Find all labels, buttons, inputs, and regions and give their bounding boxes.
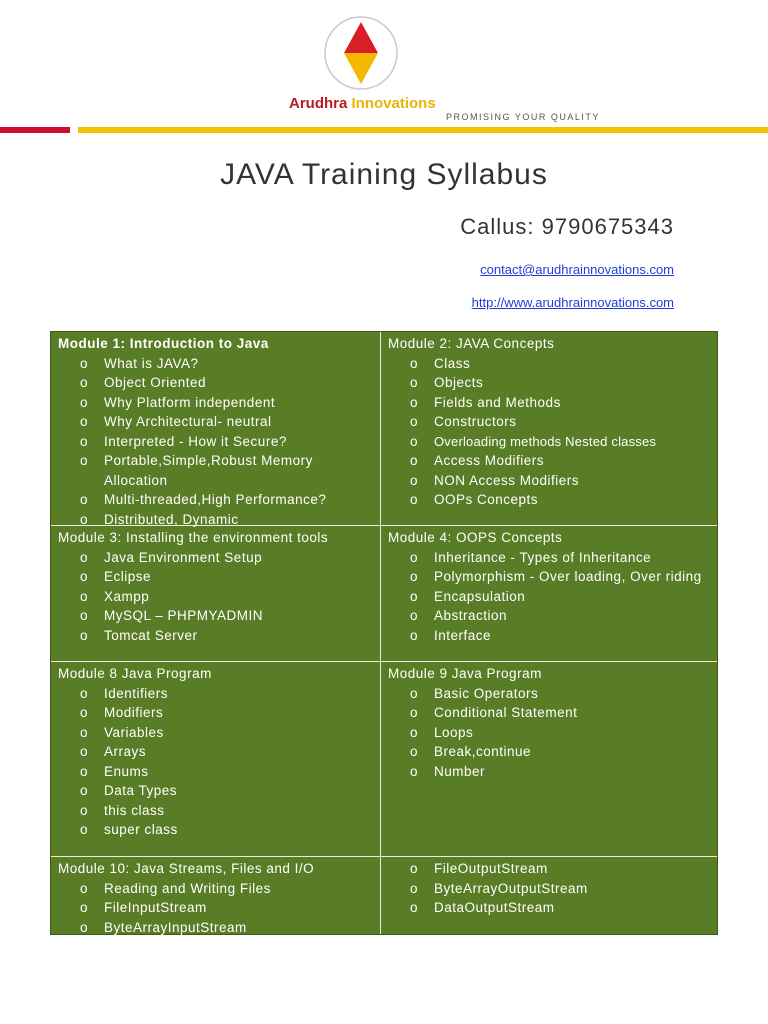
topic-label: ByteArrayInputStream xyxy=(104,919,247,935)
list-item xyxy=(58,432,380,452)
topic-label: Access Modifiers xyxy=(434,453,545,468)
module-cell xyxy=(51,662,380,856)
bullet-icon: o xyxy=(410,900,419,915)
topic-label: Why Platform independent xyxy=(104,394,276,410)
header-divider-gold xyxy=(78,127,768,133)
topic-label: Eclipse xyxy=(104,569,152,584)
module-topic-list xyxy=(388,548,717,646)
bullet-icon: o xyxy=(80,783,89,798)
module-title: Module 4: OOPS Concepts xyxy=(388,530,563,545)
bullet-icon: o xyxy=(80,414,89,429)
topic-label: NON Access Modifiers xyxy=(434,472,580,488)
module-topic-list xyxy=(388,354,717,510)
bullet-icon: o xyxy=(410,685,419,701)
topic-label: FileOutputStream xyxy=(434,861,548,876)
module-title: Module 1: Introduction to Java xyxy=(58,336,269,351)
list-item xyxy=(388,606,717,626)
topic-label: Enums xyxy=(104,763,149,779)
bullet-icon: o xyxy=(80,588,89,604)
bullet-icon: o xyxy=(410,627,419,643)
topic-label: Objects xyxy=(434,375,484,390)
module-topic-list xyxy=(58,879,380,938)
bullet-icon: o xyxy=(80,802,89,818)
list-item xyxy=(388,742,717,762)
topic-label: Modifiers xyxy=(104,705,164,720)
topic-label: Polymorphism - Over loading, Over riding xyxy=(434,569,702,584)
bullet-icon: o xyxy=(80,453,89,468)
topic-label: Fields and Methods xyxy=(434,394,561,410)
bullet-icon: o xyxy=(80,900,89,915)
bullet-icon: o xyxy=(80,763,89,779)
topic-label: Encapsulation xyxy=(434,588,526,604)
bullet-icon: o xyxy=(410,569,419,584)
bullet-icon: o xyxy=(410,414,419,429)
list-item xyxy=(388,703,717,723)
list-item xyxy=(58,684,380,704)
bullet-icon: o xyxy=(80,705,89,720)
list-item xyxy=(58,567,380,587)
list-item xyxy=(58,373,380,393)
list-item xyxy=(388,762,717,782)
topic-label: Variables xyxy=(104,724,164,740)
topic-label: Interface xyxy=(434,627,492,643)
topic-label: Java Environment Setup xyxy=(104,549,263,565)
list-item xyxy=(388,393,717,413)
list-item xyxy=(388,490,717,510)
bullet-icon: o xyxy=(410,724,419,740)
topic-label: Tomcat Server xyxy=(104,627,198,643)
contact-phone: Callus: 9790675343 xyxy=(460,214,674,239)
diamond-logo-icon xyxy=(322,14,400,92)
bullet-icon: o xyxy=(80,549,89,565)
list-item xyxy=(388,898,717,918)
list-item xyxy=(388,471,717,491)
list-item xyxy=(58,742,380,762)
list-item xyxy=(58,918,380,938)
list-item xyxy=(58,412,380,432)
module-title: Module 2: JAVA Concepts xyxy=(388,336,555,351)
brand-name-part2: Innovations xyxy=(351,95,436,112)
topic-label: Number xyxy=(434,763,486,779)
bullet-icon: o xyxy=(80,919,89,935)
bullet-icon: o xyxy=(80,685,89,701)
bullet-icon: o xyxy=(80,744,89,759)
bullet-icon: o xyxy=(80,492,89,507)
module-title: Module 9 Java Program xyxy=(388,666,542,681)
bullet-icon: o xyxy=(410,394,419,410)
list-item xyxy=(388,723,717,743)
bullet-icon: o xyxy=(410,375,419,390)
topic-label: Constructors xyxy=(434,414,517,429)
list-item xyxy=(388,548,717,568)
module-cell xyxy=(381,662,717,856)
topic-label: Reading and Writing Files xyxy=(104,880,271,896)
list-item xyxy=(58,606,380,626)
list-item xyxy=(388,684,717,704)
module-cell xyxy=(51,857,380,934)
list-item xyxy=(58,587,380,607)
topic-label: super class xyxy=(104,822,178,837)
list-item xyxy=(388,567,717,587)
bullet-icon: o xyxy=(410,472,419,488)
module-cell xyxy=(51,332,380,525)
bullet-icon: o xyxy=(410,763,419,779)
topic-label: Inheritance - Types of Inheritance xyxy=(434,549,652,565)
module-cell xyxy=(381,332,717,525)
module-title: Module 8 Java Program xyxy=(58,666,212,681)
topic-label: Break,continue xyxy=(434,744,532,759)
page-title: JAVA Training Syllabus xyxy=(220,158,548,191)
list-item xyxy=(58,548,380,568)
bullet-icon: o xyxy=(80,627,89,643)
module-topic-list xyxy=(58,548,380,646)
list-item xyxy=(388,451,717,471)
brand-name xyxy=(289,95,436,112)
topic-label: DataOutputStream xyxy=(434,900,555,915)
topic-label: Arrays xyxy=(104,744,147,759)
list-item xyxy=(58,801,380,821)
list-item xyxy=(58,781,380,801)
list-item xyxy=(388,626,717,646)
bullet-icon: o xyxy=(80,511,89,527)
list-item xyxy=(58,703,380,723)
topic-label: Multi-threaded,High Performance? xyxy=(104,492,327,507)
brand-name-part1: Arudhra xyxy=(289,95,348,112)
list-item xyxy=(388,879,717,899)
bullet-icon: o xyxy=(80,433,89,449)
topic-label: Overloading methods Nested classes xyxy=(434,433,657,449)
module-topic-list xyxy=(388,859,717,918)
topic-label: FileInputStream xyxy=(104,900,207,915)
list-item xyxy=(58,762,380,782)
list-item xyxy=(58,393,380,413)
header-divider-red xyxy=(0,127,70,133)
list-item xyxy=(388,373,717,393)
bullet-icon: o xyxy=(410,549,419,565)
module-topic-list xyxy=(58,684,380,840)
list-item xyxy=(58,723,380,743)
topic-label: Why Architectural- neutral xyxy=(104,414,272,429)
bullet-icon: o xyxy=(80,394,89,410)
list-item xyxy=(58,451,380,490)
bullet-icon: o xyxy=(80,822,89,837)
module-cell xyxy=(381,857,717,934)
topic-label: OOPs Concepts xyxy=(434,492,539,507)
list-item xyxy=(58,626,380,646)
module-cell xyxy=(51,526,380,661)
bullet-icon: o xyxy=(410,588,419,604)
topic-label: MySQL – PHPMYADMIN xyxy=(104,608,264,623)
bullet-icon: o xyxy=(80,608,89,623)
bullet-icon: o xyxy=(410,880,419,896)
topic-label: Interpreted - How it Secure? xyxy=(104,433,287,449)
topic-label: Distributed, Dynamic xyxy=(104,511,239,527)
bullet-icon: o xyxy=(80,569,89,584)
topic-label: Portable,Simple,Robust Memory Allocation xyxy=(104,453,313,488)
syllabus-table xyxy=(50,331,718,935)
list-item xyxy=(58,879,380,899)
bullet-icon: o xyxy=(410,433,419,449)
bullet-icon: o xyxy=(410,744,419,759)
module-cell xyxy=(381,526,717,661)
list-item xyxy=(58,820,380,840)
bullet-icon: o xyxy=(410,355,419,371)
list-item xyxy=(388,432,717,452)
bullet-icon: o xyxy=(80,880,89,896)
contact-email-link[interactable]: contact@arudhrainnovations.com xyxy=(480,262,674,277)
bullet-icon: o xyxy=(410,453,419,468)
topic-label: Basic Operators xyxy=(434,685,539,701)
bullet-icon: o xyxy=(410,861,419,876)
topic-label: Loops xyxy=(434,724,474,740)
bullet-icon: o xyxy=(410,492,419,507)
module-title: Module 3: Installing the environment tools xyxy=(58,530,329,545)
list-item xyxy=(58,354,380,374)
topic-label: Class xyxy=(434,355,471,371)
topic-label: Xampp xyxy=(104,588,150,604)
bullet-icon: o xyxy=(410,705,419,720)
bullet-icon: o xyxy=(410,608,419,623)
list-item xyxy=(388,859,717,879)
topic-label: Object Oriented xyxy=(104,375,207,390)
list-item xyxy=(388,587,717,607)
module-topic-list xyxy=(388,684,717,782)
list-item xyxy=(388,354,717,374)
topic-label: Data Types xyxy=(104,783,178,798)
tagline: PROMISING YOUR QUALITY xyxy=(446,112,600,122)
topic-label: Conditional Statement xyxy=(434,705,578,720)
list-item xyxy=(58,898,380,918)
topic-label: Identifiers xyxy=(104,685,169,701)
bullet-icon: o xyxy=(80,724,89,740)
topic-label: What is JAVA? xyxy=(104,355,199,371)
topic-label: ByteArrayOutputStream xyxy=(434,880,588,896)
website-link[interactable]: http://www.arudhrainnovations.com xyxy=(471,295,674,310)
module-title: Module 10: Java Streams, Files and I/O xyxy=(58,861,315,876)
topic-label: Abstraction xyxy=(434,608,508,623)
list-item xyxy=(58,490,380,510)
topic-label: this class xyxy=(104,802,165,818)
module-topic-list xyxy=(58,354,380,530)
bullet-icon: o xyxy=(80,355,89,371)
list-item xyxy=(388,412,717,432)
bullet-icon: o xyxy=(80,375,89,390)
